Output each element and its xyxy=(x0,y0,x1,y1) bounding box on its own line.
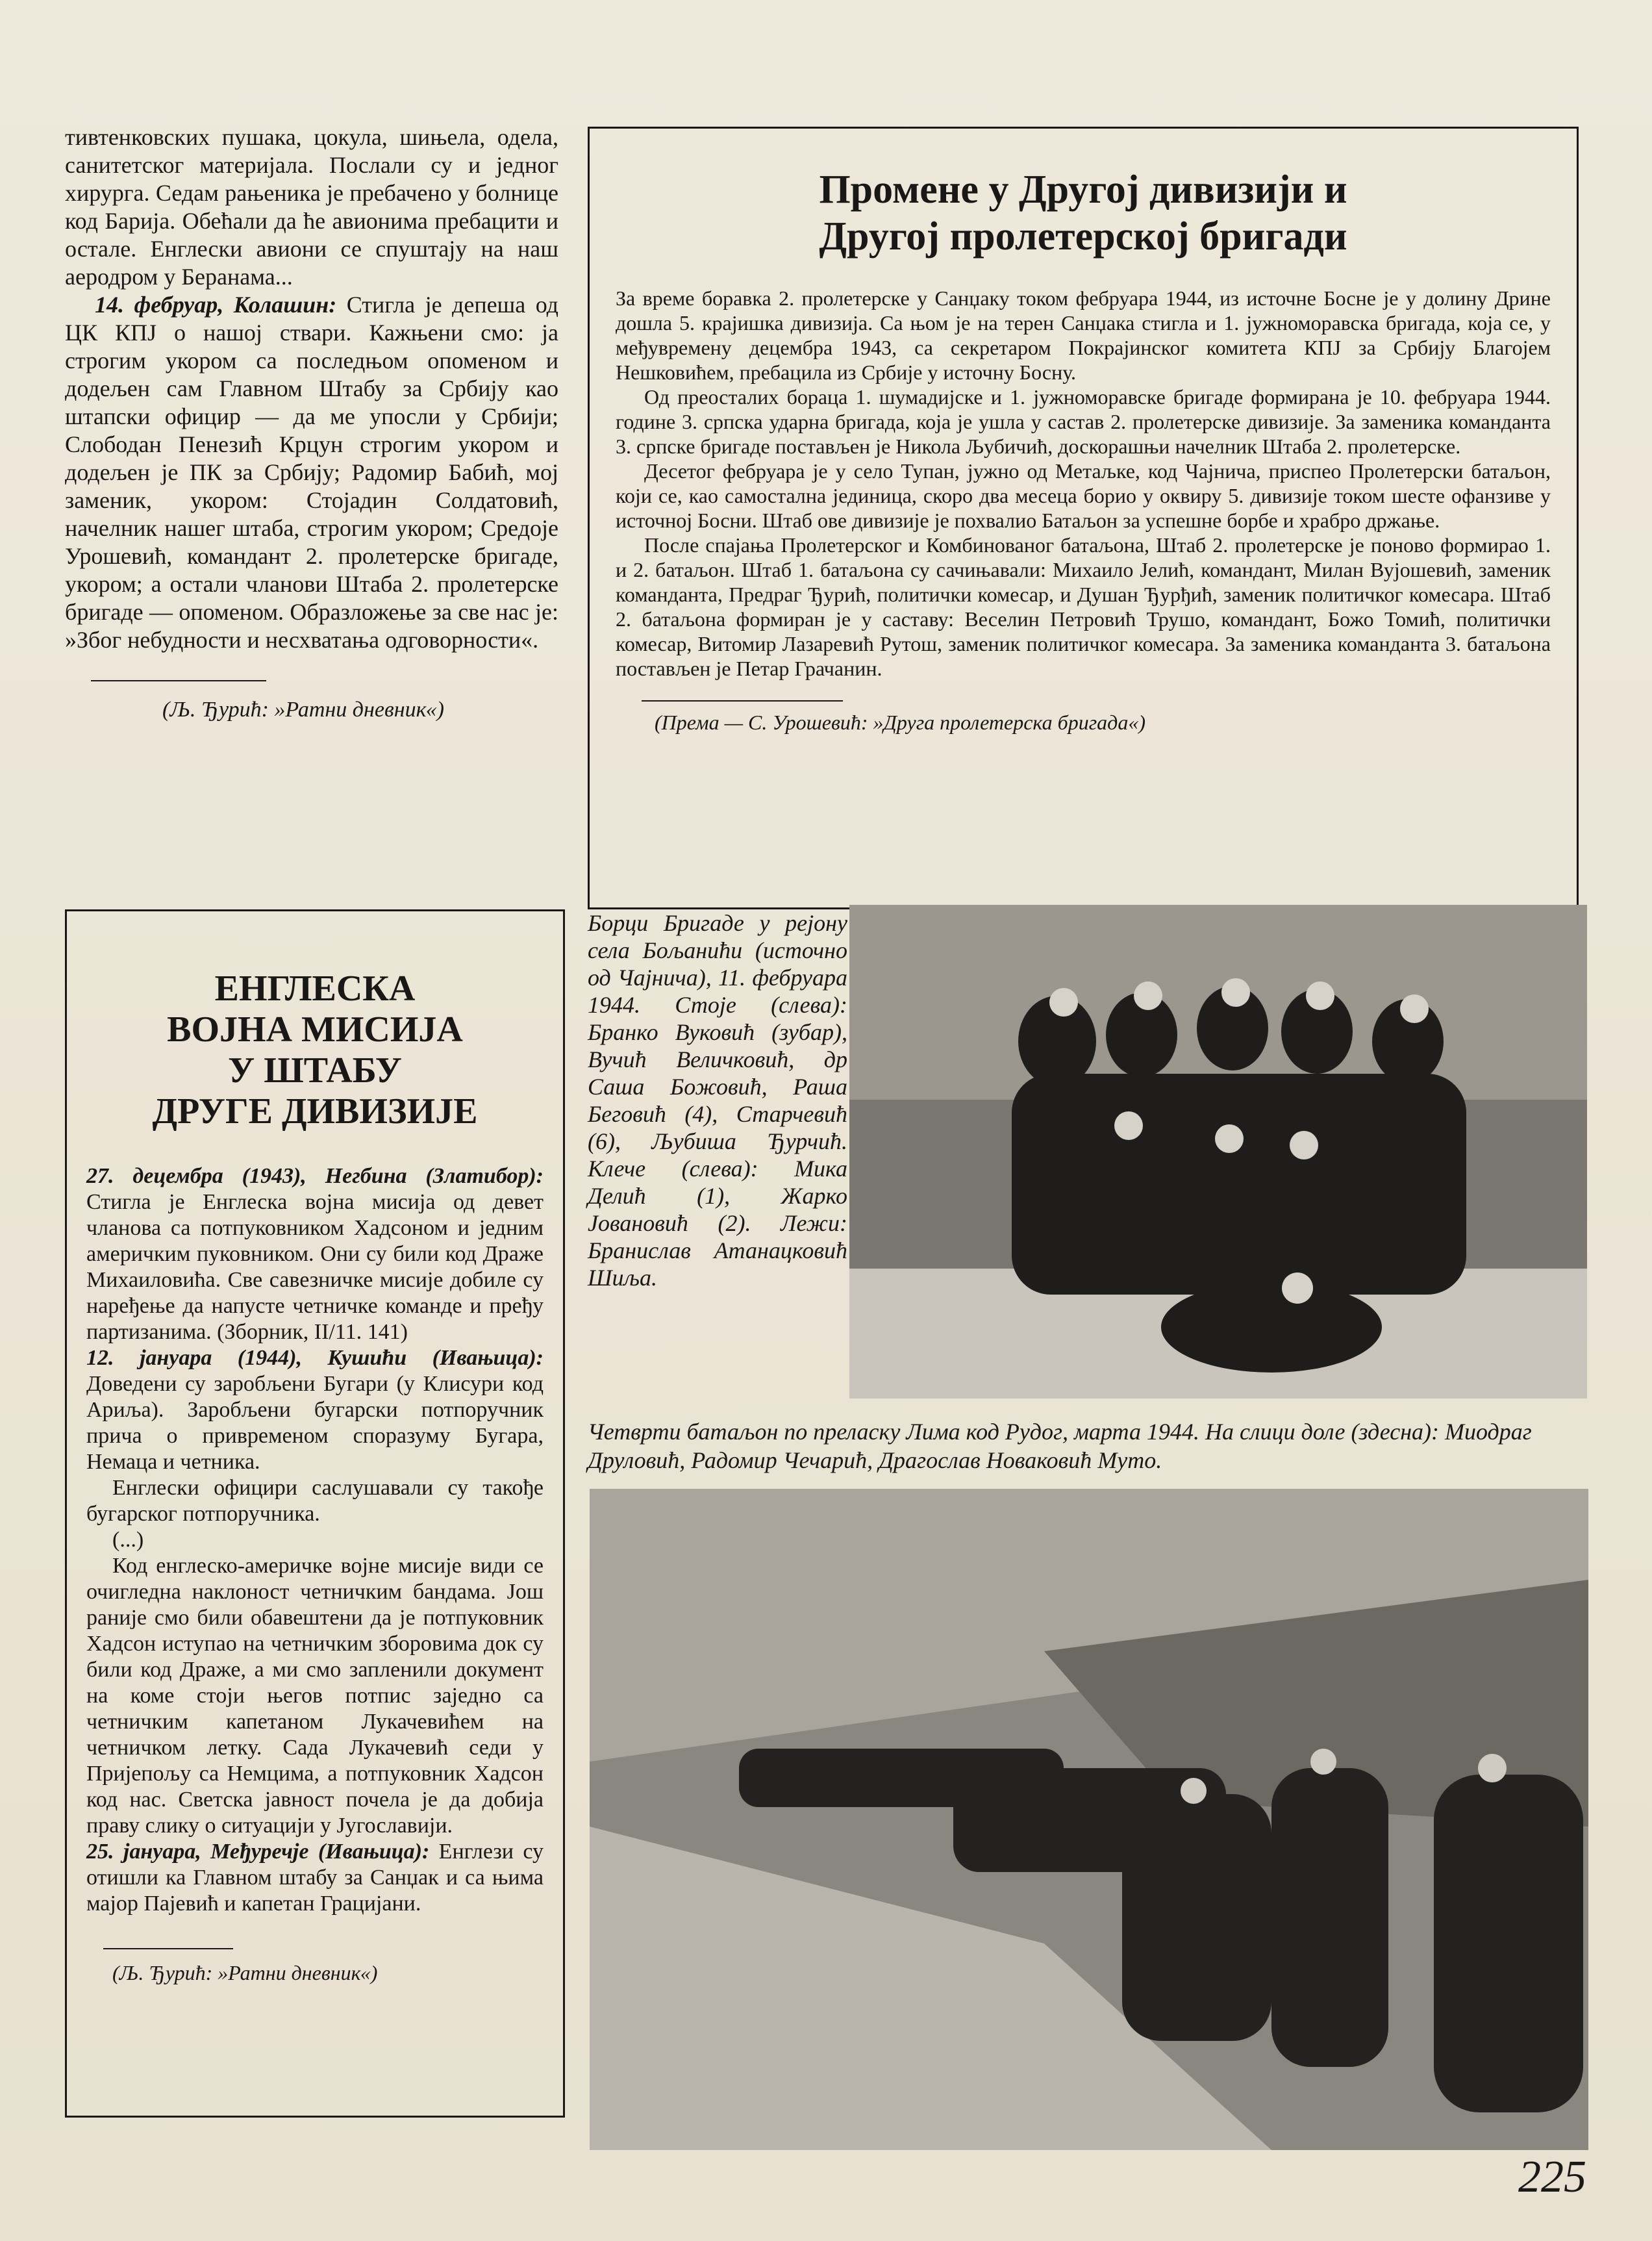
photo-fighters-image xyxy=(849,905,1587,1399)
article-title xyxy=(616,166,1551,260)
diary-entry xyxy=(86,1163,544,1345)
diary-entry-date: 12. јануара (1944), Кушићи (Ивањица): xyxy=(86,1346,544,1370)
diary-paragraph: (...) xyxy=(112,1528,144,1552)
article-paragraph: За време боравка 2. пролетерске у Санџаку током фебруара 1944, из источне Босне је у долину Дрине дошла 5. крајишка дивизија. Са њом је на терен Санџака стигла и 1. јужноморавска бригада, која се, у међувремену децембра 1943, са секретаром Покрајинског комитета КПЈ за Србију Благојем Нешковићем, пребацила из Србије у источну Босну. xyxy=(616,286,1551,384)
diary-entry xyxy=(86,1345,544,1475)
article-source: (Љ. Ђурић: »Ратни дневник«) xyxy=(112,1961,378,1984)
diary-entry-date: 27. децембра (1943), Негбина (Златибор): xyxy=(86,1164,544,1188)
diary-paragraph: Код енглеско-америчке војне мисије види се очигледна наклоност четничким бандама. Још раније смо били обавештени да је потпуковник Хадсон иступао на четничким зборовима док су били код Драже, а ми смо запленили документ на коме стоји његов потпис заједно са четничким капетаном Лукачевићем на четничком летку. Сада Лукачевић седи у Пријепољу са Немцима, а потпуковник Хадсон код нас. Светска јавност почела је да добија праву слику о ситуацији у Југославији. xyxy=(86,1554,544,1838)
photo-caption-battalion: Четврти батаљон по преласку Лима код Рудог, марта 1944. На слици доле (здесна): Миодраг Друловић, Радомир Чечарић, Драгослав Новаковић Муто. xyxy=(588,1419,1532,1473)
source-divider xyxy=(642,700,843,702)
article-body xyxy=(616,286,1551,681)
diary-entry-date: 14. фебруар, Колашин: xyxy=(95,292,337,318)
article-paragraph: Од преосталих бораца 1. шумадијске и 1. јужноморавске бригаде формирана је 10. фебруара 1944. године 3. српска ударна бригада, која је ушла у састав 2. пролетерске дивизије. За заменика команданта 3. српске бригаде постављен је Никола Љубичић, доскорашњи начелник Штаба 2. пролетерске. xyxy=(616,385,1551,458)
article-title-line-1: Промене у Другој дивизији и xyxy=(819,168,1347,212)
diary-entry-text: Стигла је депеша од ЦК КПЈ о нашој ствари. Кажњени смо: ја строгим укором са последњом опоменом и додељен сам Главном Штабу за Србију као штапски официр — да ме упосли у Србији; Слободан Пенезић Крцун строгим укором и додељен је ПК за Србију; Радомир Бабић, мој заменик, укором: Стојадин Солдатовић, начелник нашег штаба, строгим укором; Средоје Урошевић, командант 2. пролетерске бригаде, укором; а остали чланови Штаба 2. пролетерске бригаде — опоменом. Образложење за све нас је: »Због небудности и несхватања одговорности«. xyxy=(65,292,558,653)
diary-entry-text: Стигла је Енглеска војна мисија од девет чланова са потпуковником Хадсоном и једним америчким пуковником. Они су били код Драже Михаиловића. Све савезничке мисије добиле су наређење да напусте четничке команде и пређу партизанима. (Зборник, II/11. 141) xyxy=(86,1190,544,1344)
diary-entry-text: Енглези су отишли ка Главном штабу за Санџак и са њима мајор Пајевић и капетан Грацијани. xyxy=(86,1840,544,1916)
source-divider xyxy=(103,1948,233,1949)
diary-intro-text: тивтенковских пушака, цокула, шињела, одела, санитетског материјала. Послали су и једног хирурга. Седам рањеника је пребачено у болнице код Барија. Обећали да ће авионима пребацити и остале. Енглески авиони се спуштају на наш аеродром у Беранама... xyxy=(65,124,558,290)
diary-column-top xyxy=(65,123,558,724)
article-paragraph: Десетог фебруара је у село Тупан, јужно од Метаљке, код Чајнича, приспео Пролетерски батаљон, који се, као самостална јединица, скоро два месеца борио у оквиру 5. дивизије током шесте офанзиве у источној Босни. Штаб ове дивизије је похвалио Батаљон за успешне борбе и храбро држање. xyxy=(616,459,1551,532)
article-source: (Према — С. Урошевић: »Друга пролетерска бригада«) xyxy=(655,711,1146,734)
photo-fighters-group xyxy=(849,905,1587,1399)
article-title-line-2: Другој пролетерској бригади xyxy=(819,214,1347,259)
photo-caption-fighters: Борци Бригаде у рејону села Бољанићи (источно од Чајнича), 11. фебруара 1944. Стоје (слева): Бранко Вуковић (зубар), Вучић Величковић, др Саша Божовић, Раша Беговић (4), Старчевић (6), Љубиша Ђурчић. Клече (слева): Мика Делић (1), Жарко Јовановић (2). Лежи: Бранислав Атанацковић Шиља. xyxy=(588,910,847,1291)
photo-battalion-image xyxy=(590,1489,1588,2150)
diary-entry-text: Доведени су заробљени Бугари (у Клисури код Ариља). Заробљени бугарски потпоручник прича о привременом споразуму Бугара, Немаца и четника. xyxy=(86,1372,544,1474)
article-division-changes xyxy=(588,127,1579,909)
article-title-line-2: ВОЈНА МИСИЈА xyxy=(167,1009,463,1050)
source-divider xyxy=(91,680,266,681)
article-title xyxy=(86,969,544,1132)
article-title-line-4: ДРУГЕ ДИВИЗИЈЕ xyxy=(152,1091,478,1132)
article-paragraph: После спајања Пролетерског и Комбинованог батаљона, Штаб 2. пролетерске је поново формирао 1. и 2. батаљон. Штаб 1. батаљона су сачињавали: Михаило Јелић, командант, Милан Вујошевић, заменик команданта, Предраг Ђурић, политички комесар, и Душан Ђурђић, заменик политичког комесара. Штаб 2. батаљона формиран је у саставу: Веселин Петровић Трушо, командант, Божо Томић, политички комесар, Витомир Лазаревић Рутош, заменик политичког комесара. За заменика команданта 3. батаљона постављен је Петар Грачанин. xyxy=(616,533,1551,680)
article-body xyxy=(86,1163,544,1917)
diary-entry-date: 25. јануара, Међуречје (Ивањица): xyxy=(86,1840,430,1864)
article-title-line-3: У ШТАБУ xyxy=(228,1050,402,1091)
diary-entry xyxy=(65,291,558,654)
article-title-line-1: ЕНГЛЕСКА xyxy=(214,969,416,1009)
page-number: 225 xyxy=(1518,2152,1586,2202)
diary-source: (Љ. Ђурић: »Ратни дневник«) xyxy=(162,698,444,722)
article-english-mission xyxy=(65,909,565,2118)
photo-battalion-march xyxy=(590,1489,1588,2150)
diary-entry xyxy=(86,1839,544,1917)
diary-paragraph: Енглески официри саслушавали су такође бугарског потпоручника. xyxy=(86,1476,544,1526)
